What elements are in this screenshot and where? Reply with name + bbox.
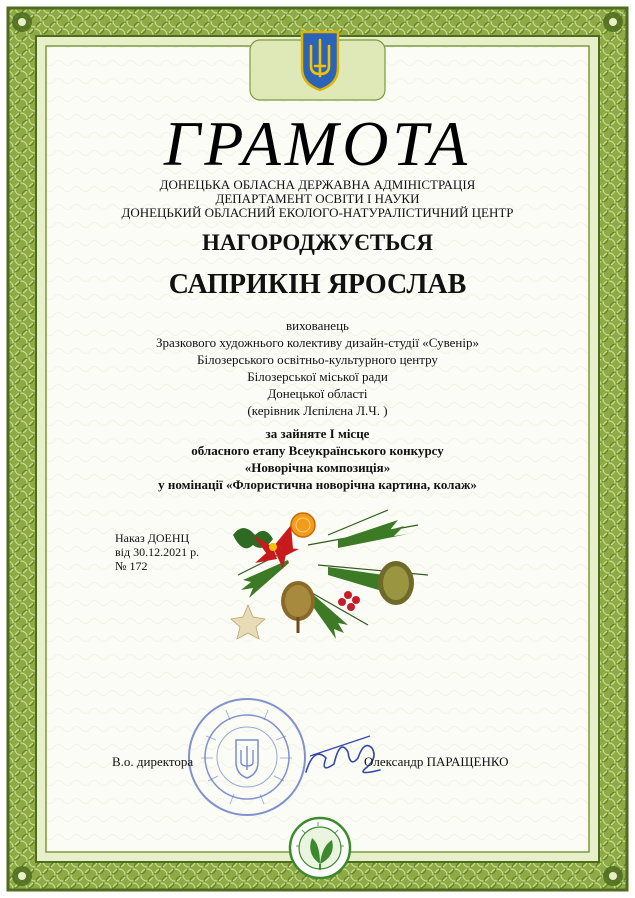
order-line: Наказ ДОЕНЦ: [115, 531, 190, 545]
organization-block: [60, 178, 575, 220]
description-line: Білозерського освітньо-культурного центру: [197, 352, 438, 367]
description-line: (керівник Лєпілєна Л.Ч. ): [247, 403, 388, 418]
order-line: від 30.12.2021 р.: [115, 545, 200, 559]
merit-line: обласного етапу Всеукраїнського конкурсу: [191, 443, 444, 458]
director-position: В.о. директора: [112, 754, 194, 769]
organization-line: ДОНЕЦЬКИЙ ОБЛАСНИЙ ЕКОЛОГО-НАТУРАЛІСТИЧНИЙ ЦЕНТР: [121, 205, 514, 220]
official-stamp: [186, 696, 308, 818]
award-heading: НАГОРОДЖУЄТЬСЯ: [201, 230, 434, 255]
merit-block: [60, 425, 575, 493]
merit-line: у номінації «Флористична новорічна картина, колаж»: [158, 477, 477, 492]
description-line: вихованець: [286, 318, 349, 333]
recipient-name: САПРИКІН ЯРОСЛАВ: [168, 269, 467, 300]
recipient-description: [60, 317, 575, 419]
description-line: Білозерської міської ради: [247, 369, 388, 384]
organization-line: ДЕПАРТАМЕНТ ОСВІТИ І НАУКИ: [215, 191, 420, 206]
christmas-decoration: [218, 505, 443, 640]
certificate-title: ГРАМОТА: [163, 108, 472, 179]
order-reference: [115, 531, 199, 573]
merit-line: за зайняте І місце: [265, 426, 370, 441]
description-line: Донецької області: [267, 386, 368, 401]
merit-line: «Новорічна композиція»: [244, 460, 391, 475]
director-name: Олександр ПАРАЩЕНКО: [364, 754, 509, 769]
description-line: Зразкового художнього колективу дизайн-студії «Сувенір»: [156, 335, 479, 350]
organization-line: ДОНЕЦЬКА ОБЛАСНА ДЕРЖАВНА АДМІНІСТРАЦІЯ: [159, 177, 476, 192]
eco-center-logo: [288, 816, 352, 880]
order-line: № 172: [115, 559, 148, 573]
